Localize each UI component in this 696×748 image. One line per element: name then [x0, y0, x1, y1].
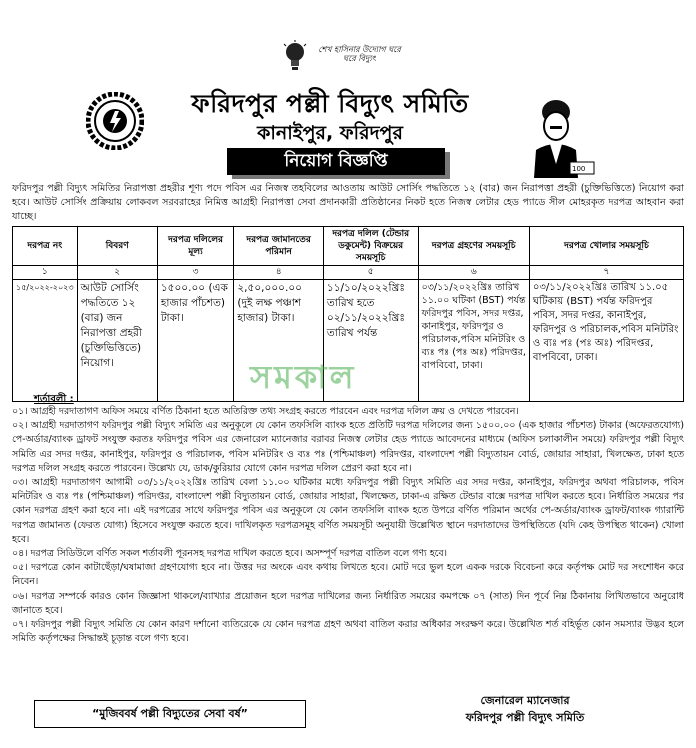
document-price-cell: ১৫০০.০০ (এক হাজার পাঁচশত) টাকা।: [157, 280, 234, 402]
term-item: ০৪। দরপত্র সিডিউলে বর্ণিত সকল শর্তাবলী পূরনসহ দরপত্র দাখিল করতে হবে। অসম্পূর্ণ দরপত্র বাতিল বলে গণ্য হবে।: [12, 548, 447, 560]
column-number-row: [13, 266, 684, 280]
col-header: দরপত্র নং: [13, 227, 78, 266]
col-header: দরপত্র গ্রহণের সময়সূচি: [418, 227, 529, 266]
rural-electrification-logo-icon: [86, 92, 144, 150]
security-amount-cell: ২,৫০,০০০.০০ (দুই লক্ষ পঞ্চাশ হাজার) টাকা।: [234, 280, 324, 402]
col-number: ২: [77, 266, 157, 280]
col-number: ১: [13, 266, 78, 280]
signature-block: [420, 692, 630, 726]
term-item: ০১। আগ্রহী দরদাতাগণ অফিস সময়ে বর্ণিত ঠিকানা হতে অতিরিক্ত তথ্য সংগ্রহ করতে পারবেন এবং দরপত্র দলিল ক্রয় ও দেখতে পারবেন।: [12, 406, 519, 417]
term-item: ০৭। ফরিদপুর পল্লী বিদ্যুৎ সমিতি যে কোন কারণ দর্শানো ব্যতিরেকে যে কোন দরপত্র গ্রহণ অথবা বাতিল করার অধিকার সংরক্ষণ করে। উল্লেখিত শর্ত বহির্ভূত কোন সমস্যার উদ্ভব হলে সমিতি কর্তৃপক্ষের সিদ্ধান্তই চূড়ান্ত বলে গণ্য হবে।: [12, 619, 684, 645]
table-header-row: [13, 227, 684, 266]
col-number: ৭: [529, 266, 683, 280]
col-number: ৫: [323, 266, 418, 280]
term-item: ০৫। দরপত্রে কোন কাটাছেঁড়া/ঘষামাজা গ্রহণযোগ্য হবে না। উত্তর দর অংকে এবং কথায় লিখতে হবে। মোট দরে ভুল হলে একক দরকে বিবেচনা করে কর্তৃপক্ষ মোট দর সংশোধন করে নিবেন।: [12, 562, 684, 588]
col-header: দরপত্র দলিল (টেন্ডার ডকুমেন্ট) বিক্রয়ের সময়সূচি: [323, 227, 418, 266]
intro-paragraph: ফরিদপুর পল্লী বিদ্যুৎ সমিতির নিরাপত্তা প্রহরীর শূণ্য পদে পবিস এর নিজস্ব তহবিলের আওতায় আউট সোর্সিং পদ্ধতিতে ১২ (বার) জন নিরাপত্তা প্রহরী (চুক্তিভিত্তিতে) নিয়োগ করা হবে। আউট সোর্সিং প্রক্রিয়ায় লোকবল সরবরাহের নিমিত্ত আগ্রহী নিরাপত্তা সেবা প্রদানকারী প্রতিষ্ঠানের নিকট হতে নিজস্ব লেটার হেড প্যাডে সীল মোহরকৃত দরপত্র আহবান করা যাচ্ছে।: [12, 183, 684, 222]
col-header: দরপত্র জামানতের পরিমান: [234, 227, 324, 266]
col-number: ৬: [418, 266, 529, 280]
notice-title: নিয়োগ বিজ্ঞপ্তি: [227, 148, 445, 175]
col-header: দরপত্র খোলার সময়সূচি: [529, 227, 683, 266]
col-header: দরপত্র দলিলের মূল্য: [157, 227, 234, 266]
col-number: ৪: [234, 266, 324, 280]
opening-schedule-cell: ০৩/১১/২০২২খ্রিঃ তারিখ ১১.০৫ ঘটিকায় (BST) পর্যন্ত ফরিদপুর পবিস, সদর দপ্তর, কানাইপুর, ফরিদপুর ও পরিচালক,পবিস মনিটরিং ও ব্যঃ পঃ (পঃ অঃ) পরিদপ্তর, বাপবিবো, ঢাকা।: [529, 280, 683, 402]
sale-schedule-cell: ১১/১০/২০২২খ্রিঃ তারিখ হতে ০২/১১/২০২২খ্রিঃ তারিখ পর্যন্ত: [323, 280, 418, 402]
slogan-text: শেখ হাসিনার উদ্যোগ ঘরে ঘরে বিদ্যুৎ: [318, 45, 401, 63]
description-cell: আউট সোর্সিং পদ্ধতিতে ১২ (বার) জন নিরাপত্তা প্রহরী (চুক্তিভিত্তিতে) নিয়োগ।: [77, 280, 157, 402]
svg-text:100: 100: [572, 165, 586, 173]
term-item: ০৬। দরপত্র সম্পর্কে কারও কোন জিজ্ঞাসা থাকলে/ব্যাখ্যার প্রয়োজন হলে দরপত্র দাখিলের জন্য নির্ধারিত সময়ের কমপক্ষে ০৭ (সাত) দিন পূর্বে নিম্ন ঠিকানায় লিখিতভাবে অনুরোধ জানাতে হবে।: [12, 590, 684, 616]
term-item: ০৩। আগ্রহী দরদাতাগণ আগামী ০৩/১১/২০২২খ্রিঃ তারিখ বেলা ১১.০০ ঘটিকার মধ্যে ফরিদপুর পল্লী বিদ্যুৎ সমিতি এর সদর দপ্তর, কানাইপুর, ফরিদপুর অথবা পরিচালক, পবিস মনিটরিং ও ব্যঃ পঃ (পশ্চিমাঞ্চল) পরিদপ্তর, বাংলাদেশ পল্লী বিদ্যুতায়ন বোর্ড, জোয়ার সাহারা, খিলক্ষেত, ঢাকা-এ রক্ষিত টেন্ডার বাক্সে দরপত্র দাখিল করতে হবে। নির্ধারিত সময়ের পর কোন দরপত্র গ্রহণ করা হবে না। এই দরপত্রের সাথে ফরিদপুর পবিস এর অনুকূলে যে কোন তফসিলি ব্যাংক হতে উপরে বর্ণিত পরিমান অর্থের পে-অর্ডার/ব্যাংক ড্রাফট/ব্যাংক গ্যারান্টি দরপত্র জামানত (ফেরত যোগ্য) হিসেবে সংযুক্ত করতে হবে। দাখিলকৃত দরপত্রসমূহ বর্ণিত সময়সূচী অনুযায়ী উল্লেখিত স্থানে দরদাতাদের উপস্থিতিতে (যদি কেহ উপস্থিত থাকেন) খোলা হবে।: [12, 477, 684, 545]
org-title: ফরিদপুর পল্লী বিদ্যুৎ সমিতি: [191, 89, 469, 118]
terms-list: [12, 405, 684, 646]
motto-box: “মুজিববর্ষ পল্লী বিদ্যুতের সেবা বর্ষ”: [34, 700, 306, 728]
org-subtitle: কানাইপুর, ফরিদপুর: [257, 122, 403, 144]
col-number: ৩: [157, 266, 234, 280]
portrait-illustration-icon: [520, 92, 596, 178]
tender-number-cell: ১৫/২০২২-২০২৩: [13, 280, 78, 402]
terms-heading: শর্তাবলী :: [34, 394, 74, 405]
newspaper-watermark: সমকাল: [250, 358, 357, 396]
receive-schedule-cell: ০৩/১১/২০২২খ্রিঃ তারিখ ১১.০০ ঘটিকা (BST) পর্যন্ত ফরিদপুর পবিস, সদর দপ্তর, কানাইপুর, ফরিদপুর ও পরিচালক,পবিস মনিটরিং ও ব্যঃ পঃ (পঃ অঃ) পরিদপ্তর, বাপবিবো, ঢাকা।: [418, 280, 529, 402]
col-header: বিবরণ: [77, 227, 157, 266]
signatory-org: ফরিদপুর পল্লী বিদ্যুৎ সমিতি: [465, 711, 585, 724]
term-item: ০২। আগ্রহী দরদাতাগণ ফরিদপুর পল্লী বিদ্যুৎ সমিতি এর অনুকূলে যে কোন তফসিলি ব্যাংক হতে প্রতিটি দরপত্র দলিলের জন্য ১৫০০.০০ (এক হাজার পাঁচশত) টাকার (অফেরতযোগ্য) পে-অর্ডার/ব্যাংক ড্রাফট সংযুক্ত করতঃ ফরিদপুর পবিস এর জেনারেল ম্যানেজার বরাবর নিজস্ব লেটার হেড প্যাডে আবেদনের মাধ্যমে (অফিস চলাকালীন সময়ে) ফরিদপুর পল্লী বিদ্যুৎ সমিতি এর সদর দপ্তর, কানাইপুর, ফরিদপুর ও পরিচালক, পবিস মনিটরিং ও ব্যঃ পঃ (পশ্চিমাঞ্চল) পরিদপ্তর, বাংলাদেশ পল্লী বিদ্যুতায়ন বোর্ড, জোয়ার সাহারা, খিলক্ষেত, ঢাকা হতে দরপত্র দলিল সংগ্রহ করতে পারবেন। উল্লেখ্য যে, ডাক/কুরিয়ার যোগে কোন দরপত্র দলিল প্রেরণ করা হবে না।: [12, 420, 684, 474]
signatory-title: জেনারেল ম্যানেজার: [480, 694, 570, 707]
bulb-logo-icon: [282, 40, 308, 74]
